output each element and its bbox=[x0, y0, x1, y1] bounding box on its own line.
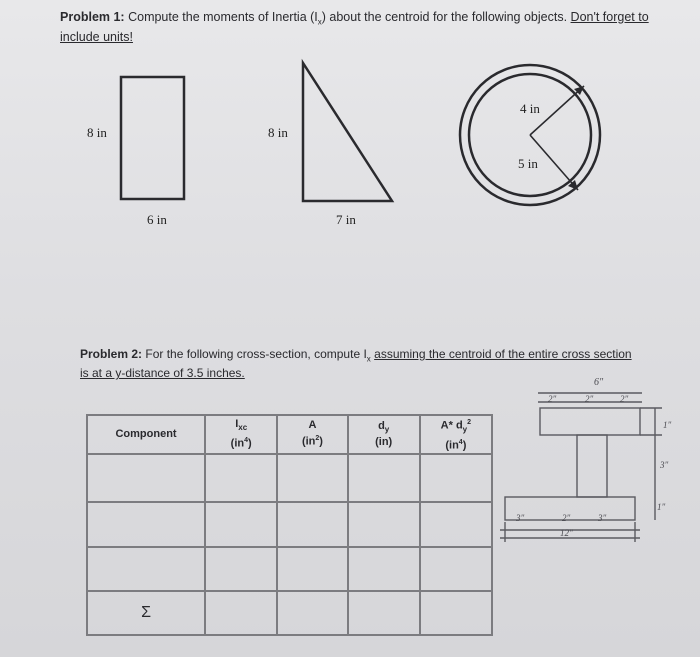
table-row bbox=[87, 502, 492, 547]
table-cell[interactable] bbox=[348, 454, 420, 502]
dim-right-top: 1" bbox=[663, 420, 672, 430]
triangle-base-label: 7 in bbox=[336, 212, 356, 227]
dim-top-total: 6" bbox=[594, 377, 604, 388]
dim-top-part-2: 2" bbox=[585, 394, 594, 404]
table-sum-row bbox=[87, 591, 492, 635]
rectangle-width-label: 6 in bbox=[147, 212, 167, 227]
dim-bottom-part-2: 2" bbox=[562, 513, 571, 523]
dim-right-bottom: 1" bbox=[657, 502, 666, 512]
header-component: Component bbox=[87, 415, 205, 454]
ring-outer-label: 5 in bbox=[518, 156, 538, 171]
table-cell[interactable] bbox=[277, 454, 347, 502]
dim-top-part-3: 2" bbox=[620, 394, 629, 404]
table-header-row bbox=[87, 415, 492, 454]
table-cell[interactable] bbox=[277, 591, 347, 635]
rectangle-height-label: 8 in bbox=[87, 125, 107, 140]
table-cell[interactable] bbox=[205, 591, 277, 635]
table-cell[interactable] bbox=[420, 591, 492, 635]
dim-bottom-total: 12" bbox=[560, 528, 573, 538]
header-area: A $(in^2)$ bbox=[277, 415, 347, 454]
calculation-table bbox=[86, 414, 493, 636]
dim-bottom-part-1: 3" bbox=[516, 513, 525, 523]
header-ixc: $I_{xc}$ $(in^4)$ bbox=[205, 415, 277, 454]
dim-bottom-part-3: 3" bbox=[598, 513, 607, 523]
dim-top-part-1: 2" bbox=[548, 394, 557, 404]
table-cell[interactable] bbox=[420, 454, 492, 502]
table-cell[interactable] bbox=[205, 502, 277, 547]
table-cell[interactable] bbox=[87, 502, 205, 547]
triangle-height-label: 8 in bbox=[268, 125, 288, 140]
dim-right-mid: 3" bbox=[660, 460, 669, 470]
units-note: Don't forget to include units! bbox=[60, 10, 649, 44]
sum-symbol-cell: Σ bbox=[87, 591, 205, 635]
table-cell[interactable] bbox=[348, 547, 420, 591]
table-row bbox=[87, 547, 492, 591]
table-row bbox=[87, 454, 492, 502]
table-cell[interactable] bbox=[87, 454, 205, 502]
table-cell[interactable] bbox=[348, 591, 420, 635]
problem-1-label: Problem 1: bbox=[60, 10, 125, 24]
ring-inner-label: 4 in bbox=[520, 101, 540, 116]
problem-1-text: Problem 1: Compute the moments of Inertia $(I_x)$ about the centroid for the following objects. Don't forget to include units! bbox=[60, 10, 649, 44]
table-cell[interactable] bbox=[205, 547, 277, 591]
table-cell[interactable] bbox=[420, 547, 492, 591]
problem-2-text: Problem 2: For the following cross-section, compute $I_x$ assuming the centroid of the entire cross section is at a y-distance of 3.5 inches. bbox=[80, 347, 632, 381]
header-dy: $d_y$ (in) bbox=[348, 415, 420, 454]
problem-2-label: Problem 2: bbox=[80, 347, 143, 361]
table-cell[interactable] bbox=[420, 502, 492, 547]
table-cell[interactable] bbox=[87, 547, 205, 591]
table-cell[interactable] bbox=[205, 454, 277, 502]
table-cell[interactable] bbox=[277, 502, 347, 547]
table-cell[interactable] bbox=[277, 547, 347, 591]
table-cell[interactable] bbox=[348, 502, 420, 547]
header-ad2: A* $d_y^2$ $(in^4)$ bbox=[420, 415, 492, 454]
